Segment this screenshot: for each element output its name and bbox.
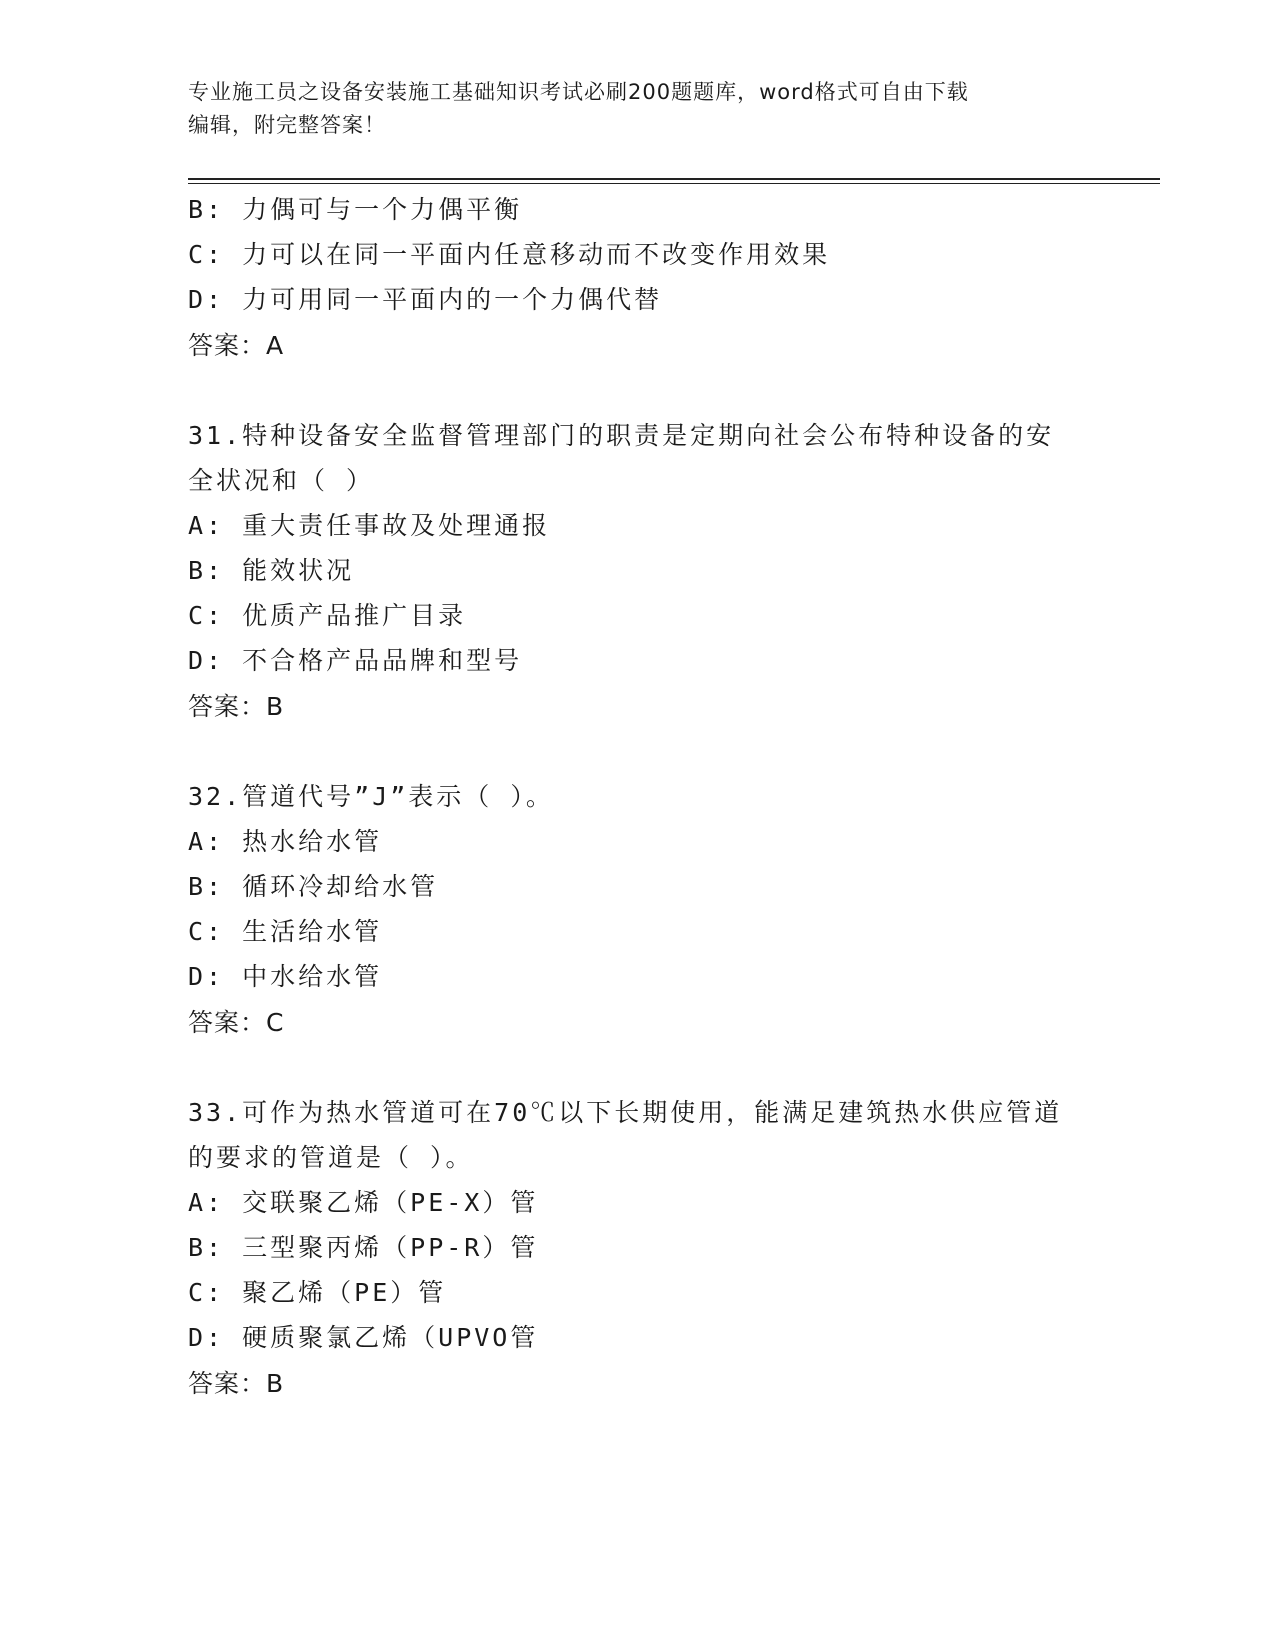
q33-option-a: A: 交联聚乙烯（PE-X）管	[188, 1188, 539, 1217]
q31-answer: 答案：B	[188, 692, 285, 721]
q33-stem-line-1: 33.可作为热水管道可在70℃以下长期使用，能满足建筑热水供应管道	[188, 1098, 1063, 1127]
q31-stem-line-2: 全状况和（ ）	[188, 466, 375, 495]
header-title-line-2: 编辑，附完整答案！	[188, 113, 386, 137]
q32-option-c: C: 生活给水管	[188, 917, 383, 946]
q32-option-b: B: 循环冷却给水管	[188, 872, 439, 901]
q31-option-c: C: 优质产品推广目录	[188, 601, 467, 630]
header-divider-thick	[188, 178, 1160, 180]
q32-option-a: A: 热水给水管	[188, 827, 383, 856]
q33-stem-line-2: 的要求的管道是（ ）。	[188, 1143, 474, 1172]
q33-option-d: D: 硬质聚氯乙烯（UPVO管	[188, 1323, 539, 1352]
prev-question-option-d: D: 力可用同一平面内的一个力偶代替	[188, 285, 663, 314]
header-title-line-1: 专业施工员之设备安装施工基础知识考试必刷200题题库，word格式可自由下载	[188, 80, 969, 104]
q31-stem-line-1: 31.特种设备安全监督管理部门的职责是定期向社会公布特种设备的安	[188, 421, 1055, 450]
q31-option-b: B: 能效状况	[188, 556, 355, 585]
q32-option-d: D: 中水给水管	[188, 962, 383, 991]
q32-stem-line-1: 32.管道代号”J”表示（ ）。	[188, 782, 554, 811]
q31-option-d: D: 不合格产品品牌和型号	[188, 646, 523, 675]
q33-option-b: B: 三型聚丙烯（PP-R）管	[188, 1233, 539, 1262]
q33-option-c: C: 聚乙烯（PE）管	[188, 1278, 447, 1307]
prev-question-option-c: C: 力可以在同一平面内任意移动而不改变作用效果	[188, 240, 831, 269]
prev-question-option-b: B: 力偶可与一个力偶平衡	[188, 195, 523, 224]
q31-option-a: A: 重大责任事故及处理通报	[188, 511, 551, 540]
q33-answer: 答案：B	[188, 1369, 285, 1398]
prev-question-answer: 答案：A	[188, 331, 285, 360]
document-header	[188, 76, 1088, 142]
q32-answer: 答案：C	[188, 1008, 285, 1037]
header-divider-thin	[188, 183, 1160, 184]
